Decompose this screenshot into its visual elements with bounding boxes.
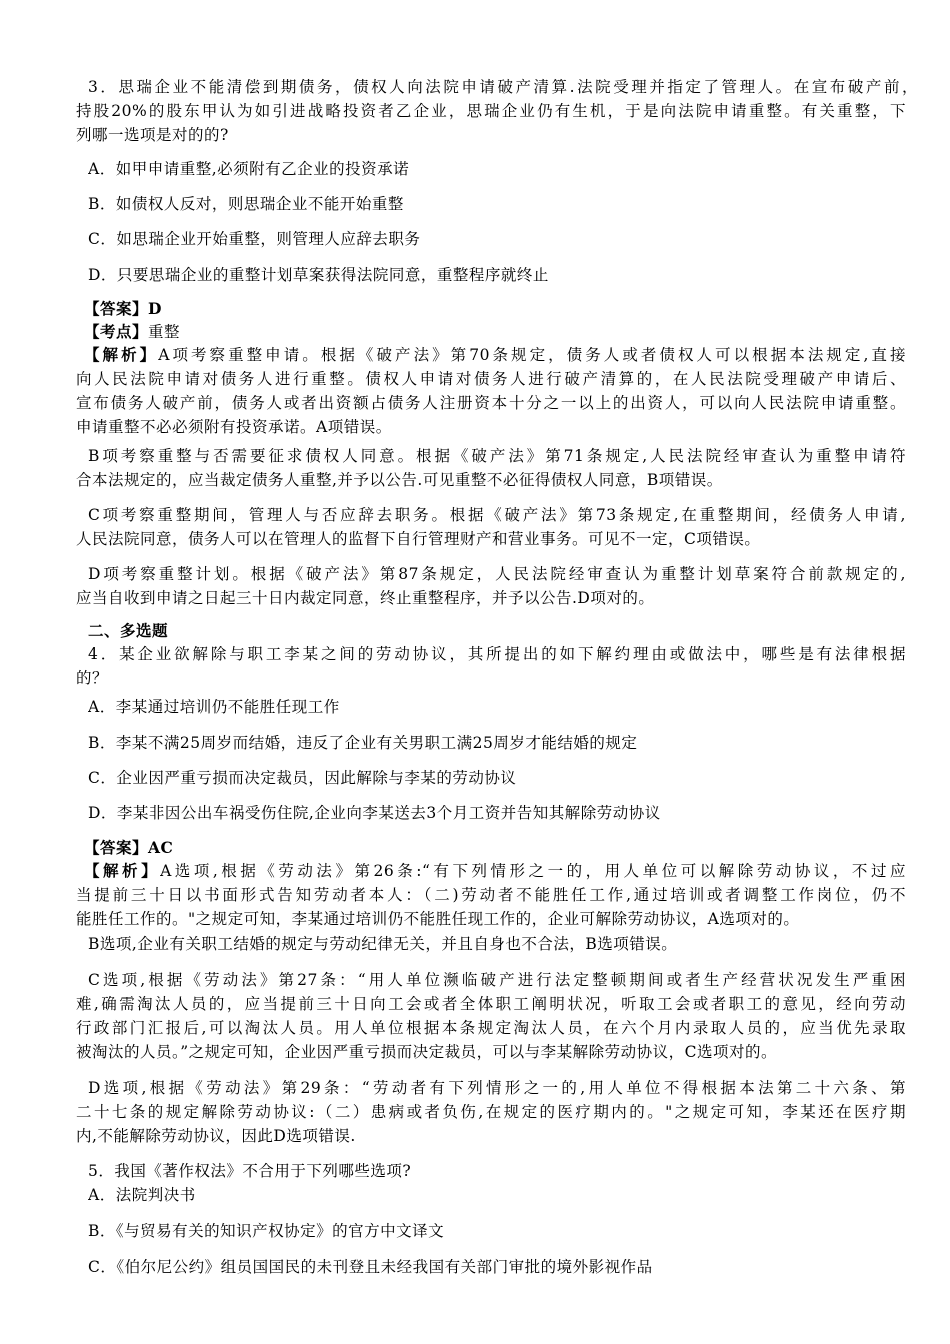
q4-stem-line-1: 4．某企业欲解除与职工李某之间的劳动协议，其所提出的如下解约理由或做法中，哪些是有法律根据 xyxy=(88,645,906,663)
analysis-label: 【解析】 xyxy=(84,345,159,364)
analysis-text: A项考察重整申请。根据《破产法》第70条规定，债务人或者债权人可以根据本法规定,直接 xyxy=(158,346,906,364)
q4-option-b: B．李某不满25周岁而结婚，违反了企业有关男职工满25周岁才能结婚的规定 xyxy=(88,734,638,752)
q4-para-c-line-1: C选项,根据《劳动法》第27条：“用人单位濒临破产进行法定整顿期间或者生产经营状况发生严重困 xyxy=(88,971,906,989)
q3-analysis-line-2: 向人民法院申请对债务人进行重整。债权人申请对债务人进行破产清算的，在人民法院受理破产申请后、 xyxy=(76,370,906,388)
section-title: 二、多选题 xyxy=(88,621,169,640)
q3-stem-line-3: 列哪一选项是对的的? xyxy=(76,126,229,144)
q5-option-c: C．《伯尔尼公约》组员国国民的未刊登且未经我国有关部门审批的境外影视作品 xyxy=(88,1258,653,1276)
answer-value: D xyxy=(148,299,162,318)
q3-option-a: A．如甲申请重整,必须附有乙企业的投资承诺 xyxy=(88,160,410,178)
q4-para-c-line-2: 难,确需淘汰人员的，应当提前三十日向工会或者全体职工阐明状况，听取工会或者职工的意见，经向劳动 xyxy=(76,995,906,1013)
q4-para-d-line-2: 二十七条的规定解除劳动协议:（二）患病或者负伤,在规定的医疗期内的。"之规定可知，李某还在医疗期 xyxy=(76,1103,906,1121)
q4-analysis-line-2: 当提前三十日以书面形式告知劳动者本人：（二)劳动者不能胜任工作,通过培训或者调整工作岗位，仍不 xyxy=(76,886,906,904)
q4-para-d-line-1: D选项,根据《劳动法》第29条：“劳动者有下列情形之一的,用人单位不得根据本法第二十六条、第 xyxy=(88,1079,906,1097)
q5-stem-line-1: 5．我国《著作权法》不合用于下列哪些选项? xyxy=(88,1162,412,1180)
q5-option-a: A．法院判决书 xyxy=(88,1186,196,1204)
q3-stem-line-1: 3．思瑞企业不能清偿到期债务，债权人向法院申请破产清算.法院受理并指定了管理人。在宣布破产前， xyxy=(88,78,918,96)
q3-analysis-line-3: 宣布债务人破产前，债务人或者出资额占债务人注册资本十分之一以上的出资人，可以向人民法院申请重整。 xyxy=(76,394,906,412)
analysis-label: 【解析】 xyxy=(84,861,161,880)
q3-para-b-line-2: 合本法规定的，应当裁定债务人重整,并予以公告.可见重整不必征得债权人同意，B项错误。 xyxy=(76,471,723,489)
q3-analysis-line-4: 申请重整不必必须附有投资承诺。A项错误。 xyxy=(76,418,392,436)
q3-para-d-line-2: 应当自收到申请之日起三十日内裁定同意，终止重整程序，并予以公告.D项对的。 xyxy=(76,589,655,607)
q4-analysis-line-3: 能胜任工作的。"之规定可知，李某通过培训仍不能胜任现工作的，企业可解除劳动协议，A选项对的。 xyxy=(76,910,800,928)
q3-option-c: C．如思瑞企业开始重整，则管理人应辞去职务 xyxy=(88,230,421,248)
q4-stem-line-2: 的？ xyxy=(76,669,109,687)
q3-para-c-line-2: 人民法院同意，债务人可以在管理人的监督下自行管理财产和营业事务。可见不一定，C项错误。 xyxy=(76,530,761,548)
q4-para-c-line-3: 行政部门汇报后,可以淘汰人员。用人单位根据本条规定淘汰人员，在六个月内录取人员的，应当优先录取 xyxy=(76,1019,906,1037)
answer-label: 【答案】 xyxy=(84,838,149,857)
q4-para-b-line-1: B选项,企业有关职工结婚的规定与劳动纪律无关，并且自身也不合法，B选项错误。 xyxy=(88,935,678,953)
q3-option-d: D．只要思瑞企业的重整计划草案获得法院同意，重整程序就终止 xyxy=(88,266,549,284)
q3-para-d-line-1: D项考察重整计划。根据《破产法》第87条规定，人民法院经审查认为重整计划草案符合前款规定的, xyxy=(88,565,906,583)
q4-answer xyxy=(84,837,914,859)
answer-value: AC xyxy=(148,838,174,857)
analysis-text: A选项,根据《劳动法》第26条:“有下列情形之一的，用人单位可以解除劳动协议，不过应 xyxy=(160,862,906,880)
q4-analysis-line-1 xyxy=(84,860,906,882)
q4-option-d: D．李某非因公出车祸受伤住院,企业向李某送去3个月工资并告知其解除劳动协议 xyxy=(88,804,661,822)
q3-stem-line-2: 持股20%的股东甲认为如引进战略投资者乙企业，思瑞企业仍有生机，于是向法院申请重整。有关重整，下 xyxy=(76,102,906,120)
q5-option-b: B．《与贸易有关的知识产权协定》的官方中文译文 xyxy=(88,1222,445,1240)
q4-option-c: C．企业因严重亏损而决定裁员，因此解除与李某的劳动协议 xyxy=(88,769,517,787)
q4-para-c-line-4: 被淘汰的人员。”之规定可知，企业因严重亏损而决定裁员，可以与李某解除劳动协议，C选项对的。 xyxy=(76,1043,778,1061)
key-point-value: 重整 xyxy=(148,323,181,341)
key-point-label: 【考点】 xyxy=(84,322,149,341)
q3-para-b-line-1: B项考察重整与否需要征求债权人同意。根据《破产法》第71条规定,人民法院经审查认为重整申请符 xyxy=(88,447,906,465)
q4-option-a: A．李某通过培训仍不能胜任现工作 xyxy=(88,698,340,716)
q4-para-d-line-3: 内,不能解除劳动协议，因此D选项错误. xyxy=(76,1127,356,1145)
q3-option-b: B．如债权人反对，则思瑞企业不能开始重整 xyxy=(88,195,404,213)
answer-label: 【答案】 xyxy=(84,299,149,318)
q3-key-point xyxy=(84,321,914,343)
q3-answer xyxy=(84,298,914,320)
q3-para-c-line-1: C项考察重整期间，管理人与否应辞去职务。根据《破产法》第73条规定,在重整期间，经债务人申请, xyxy=(88,506,906,524)
q3-analysis-line-1 xyxy=(84,344,906,366)
